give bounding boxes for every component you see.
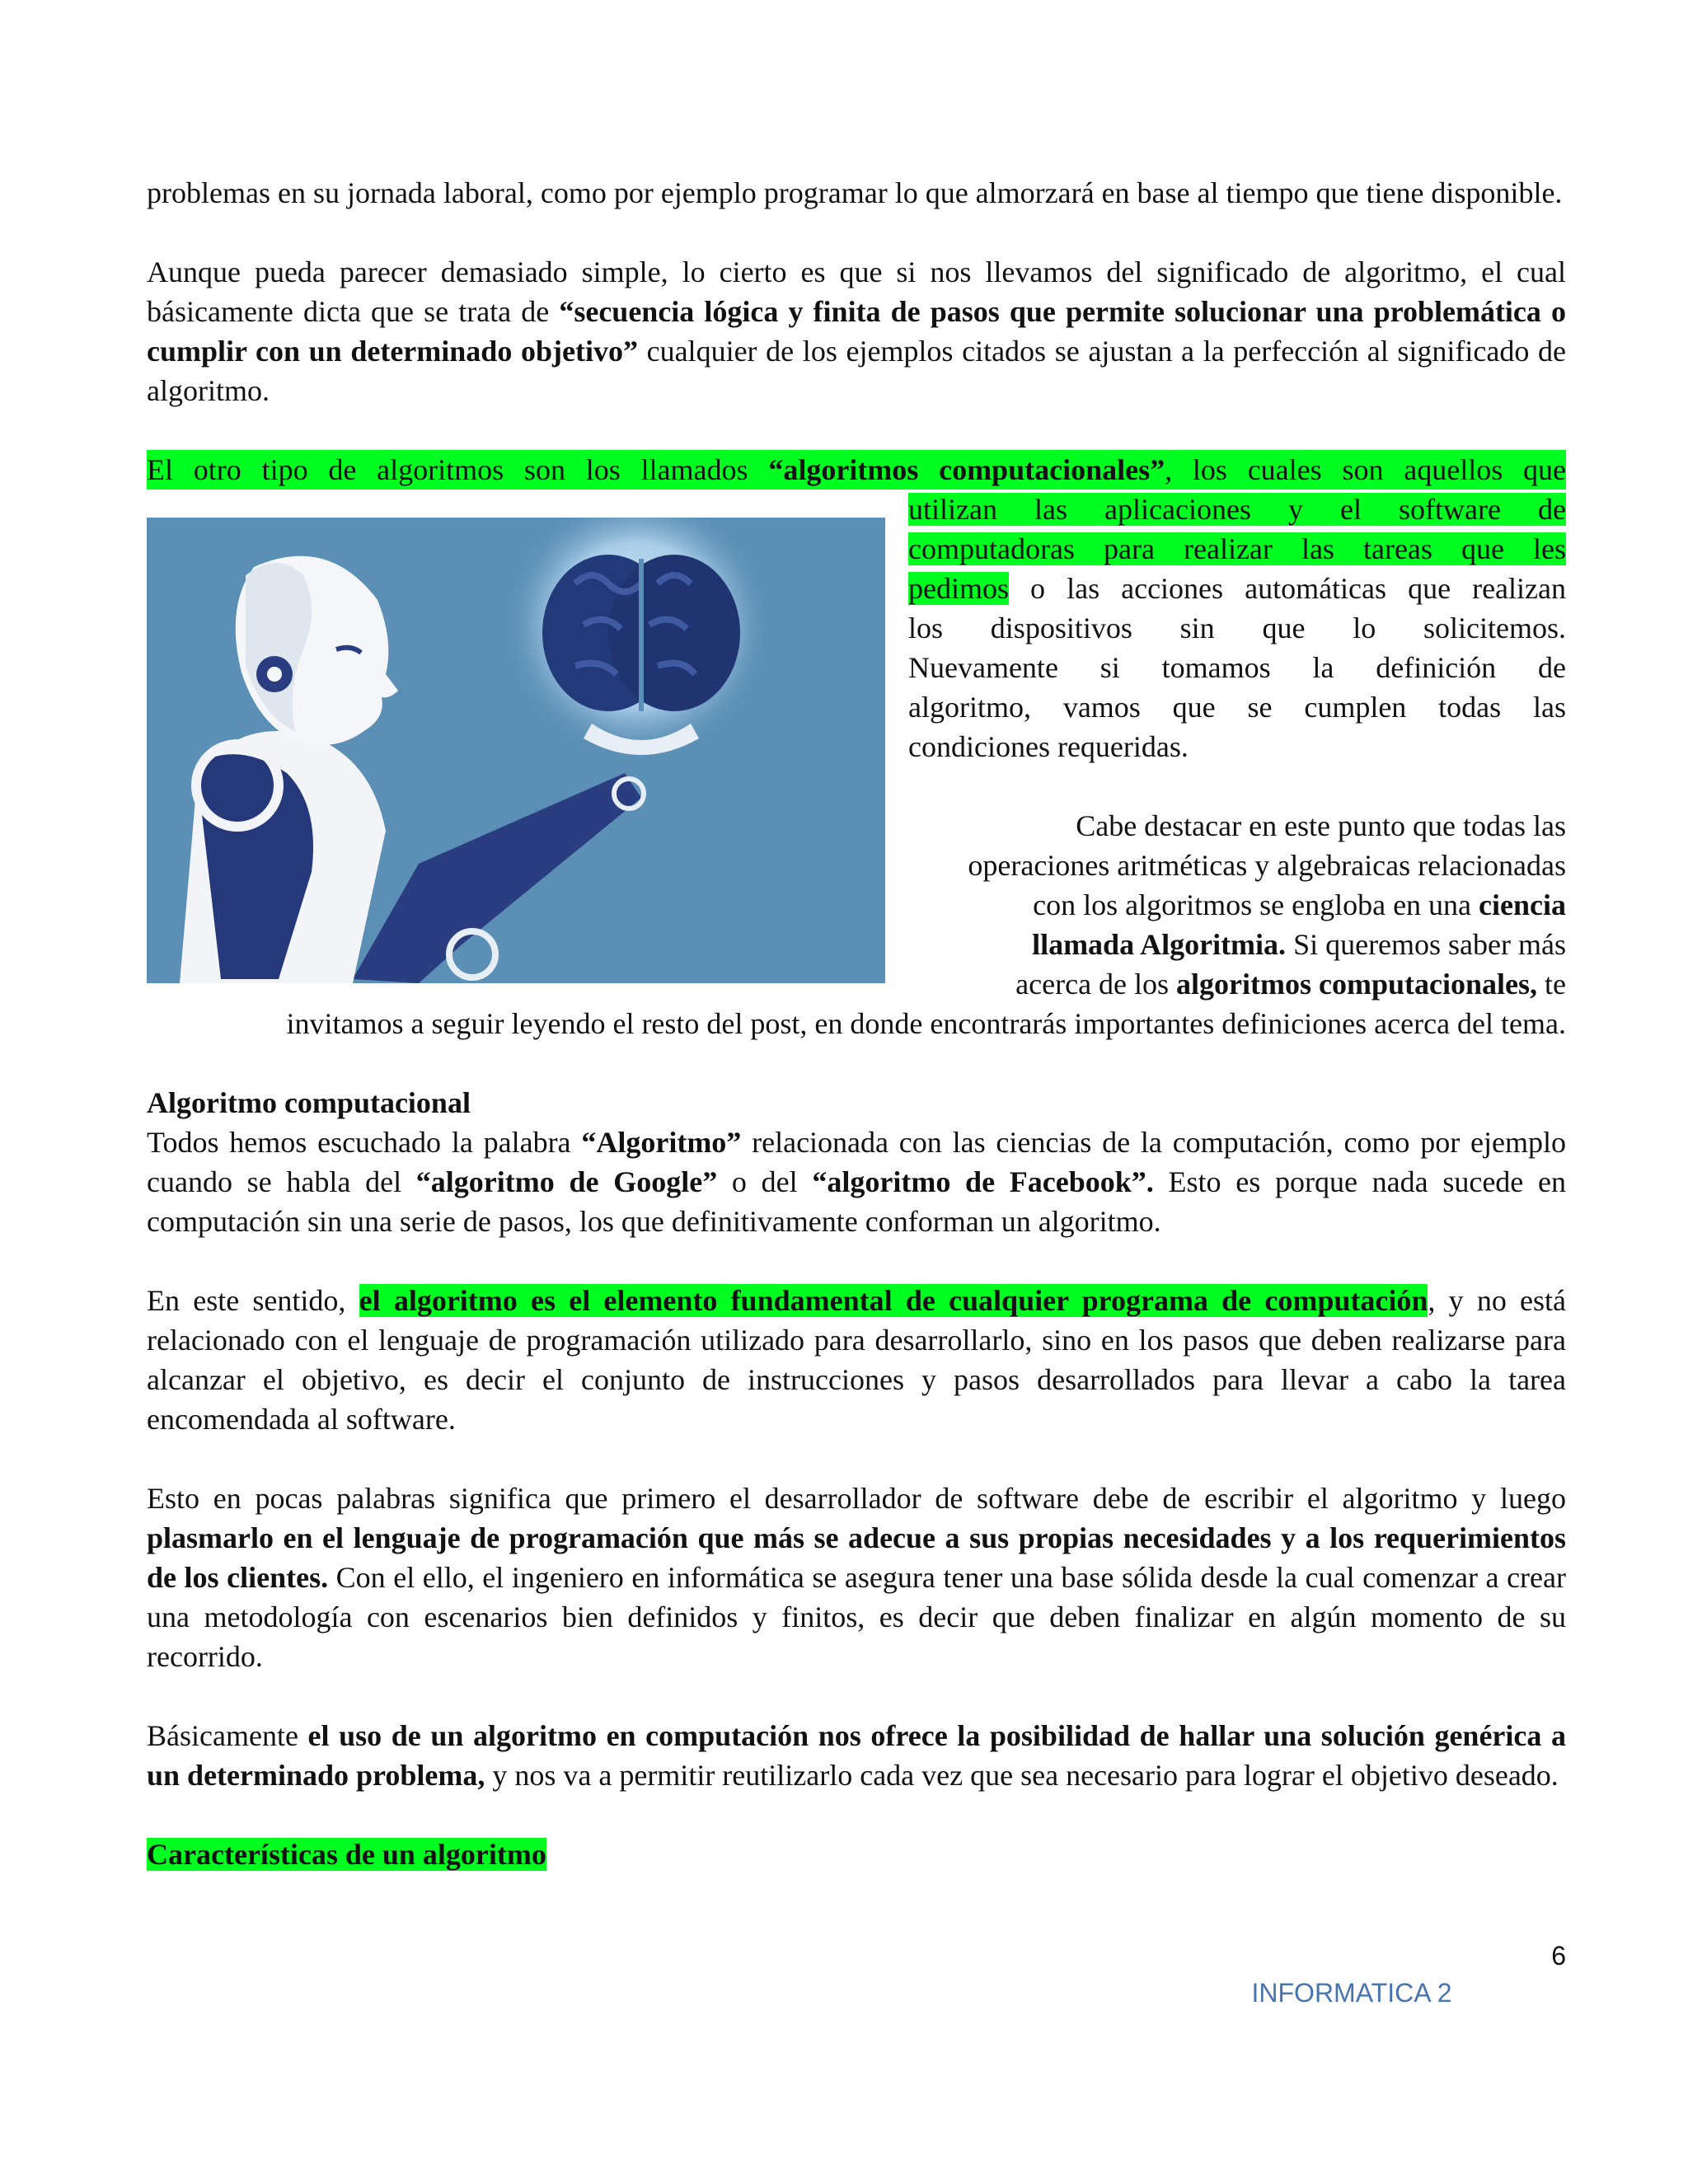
paragraph-4 — [147, 1281, 1566, 1439]
text-run: Esto en pocas palabras significa que primero el desarrollador de software debe de escribir el algoritmo y luego — [147, 1482, 1566, 1515]
text-run: o las acciones automáticas que realizan — [1009, 572, 1566, 605]
text-run: , los cuales son aquellos que — [1165, 453, 1566, 486]
text-run: algoritmo, vamos que se cumplen todas las — [908, 691, 1566, 724]
text-run: Con el ello, el ingeniero en informática se asegura tener una base sólida desde la cual comenzar a crear una metodología con escenarios bien definidos y finitos, es decir que deben finalizar en algún momento de su recorrido. — [147, 1561, 1566, 1673]
bold-term: “algoritmo de Facebook”. — [812, 1165, 1154, 1198]
text-run: con los algoritmos se engloba en una — [1033, 888, 1479, 921]
text-run: En este sentido, — [147, 1284, 359, 1317]
text-run: y nos va a permitir reutilizarlo cada vez que sea necesario para lograr el objetivo deseado. — [485, 1759, 1559, 1792]
highlighted-text: pedimos — [908, 572, 1009, 605]
text-run: te — [1537, 968, 1566, 1001]
text-run: o del — [717, 1165, 813, 1198]
paragraph-3 — [147, 1122, 1566, 1241]
text-run: cualquier de los ejemplos citados se ajustan a la perfección al significado de algoritmo. — [147, 335, 1567, 407]
bold-term: algoritmos computacionales, — [1176, 968, 1538, 1001]
bold-term: ciencia — [1479, 888, 1566, 921]
wrapped-text-column — [908, 490, 1566, 1004]
text-run: acerca de los — [1015, 968, 1177, 1001]
highlighted-line — [147, 450, 1566, 490]
highlighted-text: computadoras para realizar las tareas que les — [908, 532, 1566, 565]
text-run: Cabe destacar en este punto que todas las — [1076, 809, 1566, 842]
text-run: los dispositivos sin que lo solicitemos. — [908, 612, 1566, 644]
bold-text: plasmarlo en el lenguaje de programación que más se adecue a sus propias necesidades y a los requerimientos de los clientes. — [147, 1521, 1566, 1594]
section-heading: Algoritmo computacional — [147, 1086, 471, 1119]
bold-term: “Algoritmo” — [581, 1126, 742, 1159]
document-page — [147, 173, 1566, 1874]
text-run: relacionada con las ciencias de la computación, como por ejemplo cuando se habla del — [147, 1126, 1566, 1198]
footer-title: INFORMATICA 2 — [1251, 1978, 1452, 2008]
text-run: Básicamente — [147, 1719, 308, 1752]
paragraph-6 — [147, 1716, 1566, 1795]
image-float-section — [147, 450, 1566, 1040]
robot-brain-illustration — [147, 518, 885, 983]
text-run: condiciones requeridas. — [908, 730, 1189, 763]
highlighted-heading-text: Características de un algoritmo — [147, 1838, 546, 1871]
text-run: , y no está relacionado con el lenguaje de programación utilizado para desarrollarlo, sino en los pasos que deben realizarse para alcanzar el objetivo, es decir el conjunto de instrucciones y pasos desarrollados para llevar a cabo la tarea encomendada al software. — [147, 1284, 1567, 1436]
text-run: Aunque pueda parecer demasiado simple, lo cierto es que si nos llevamos del significado de algoritmo, el cual básicamente dicta que se trata de — [147, 255, 1566, 328]
brain-icon — [542, 555, 740, 711]
text-run: Todos hemos escuchado la palabra — [147, 1126, 582, 1159]
highlighted-bold-text: el algoritmo es el elemento fundamental de cualquier programa de computación — [359, 1284, 1428, 1317]
text-run: operaciones aritméticas y algebraicas relacionadas — [968, 849, 1566, 882]
bold-term: llamada Algoritmia. — [1032, 928, 1287, 961]
paragraph-1: problemas en su jornada laboral, como por ejemplo programar lo que almorzará en base al tiempo que tiene disponible. — [147, 176, 1563, 209]
paragraph-2 — [147, 252, 1566, 410]
bold-definition: “secuencia lógica y finita de pasos que permite solucionar una problemática o cumplir con un determinado objetivo” — [147, 295, 1567, 368]
bold-text: el uso de un algoritmo en computación nos ofrece la posibilidad de hallar una solución genérica a un determinado problema, — [147, 1719, 1566, 1792]
bold-term: “algoritmos computacionales” — [768, 453, 1165, 486]
highlighted-text: utilizan las aplicaciones y el software de — [908, 493, 1566, 526]
section-heading-highlighted — [147, 1835, 1566, 1874]
page-number: 6 — [1551, 1941, 1566, 1971]
text-run: Esto es porque nada sucede en computación sin una serie de pasos, los que definitivamente conforman un algoritmo. — [147, 1165, 1566, 1238]
text-run: Si queremos saber más — [1286, 928, 1566, 961]
text-run: El otro tipo de algoritmos son los llamados — [147, 453, 769, 486]
paragraph-5 — [147, 1479, 1566, 1676]
bold-term: “algoritmo de Google” — [415, 1165, 718, 1198]
wrap-tail-line: invitamos a seguir leyendo el resto del post, en donde encontrarás importantes definiciones acerca del tema. — [286, 1007, 1566, 1040]
text-run: Nuevamente si tomamos la definición de — [908, 651, 1566, 684]
